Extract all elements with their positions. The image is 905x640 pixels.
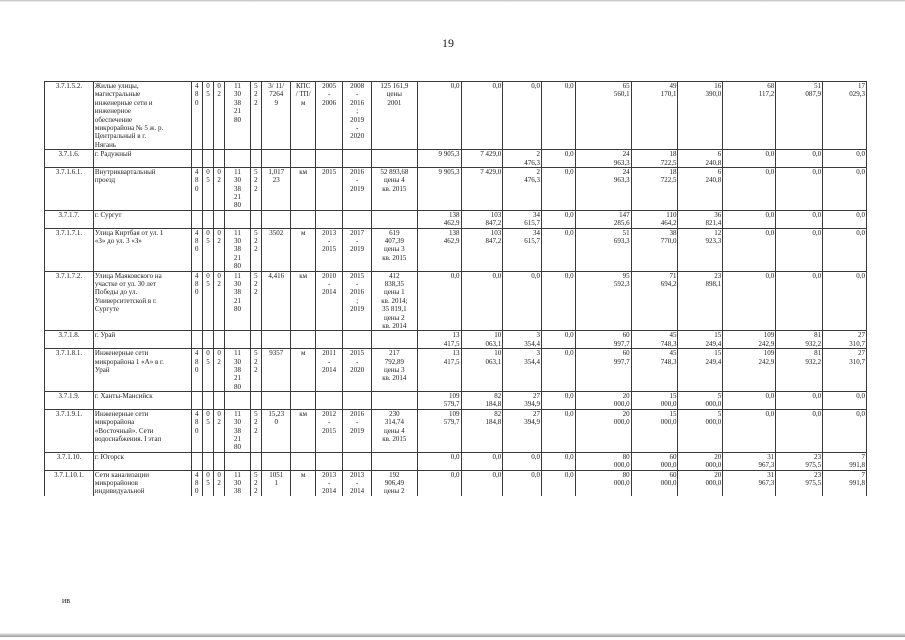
row-value-6: 71 694,2 bbox=[631, 271, 678, 331]
row-code-digit-2: 0 5 bbox=[202, 470, 213, 496]
row-value-8: 109 242,9 bbox=[723, 331, 776, 349]
row-value-1: 13 417,5 bbox=[417, 331, 461, 349]
row-end-year: 2017 - 2019 bbox=[343, 228, 372, 271]
row-value-7: 20 000,0 bbox=[678, 452, 723, 470]
row-value-10: 0,0 bbox=[823, 167, 867, 210]
row-estimated-cost: 619 407,39 цены 3 кв. 2015 bbox=[371, 228, 417, 271]
row-name: Сети канализации микрорайонов индивидуальной bbox=[93, 470, 191, 496]
row-code-digit-1: 4 8 0 bbox=[191, 349, 202, 392]
table-row bbox=[45, 452, 867, 470]
row-code-digit-2: 0 5 bbox=[202, 349, 213, 392]
row-value-2: 82 184,8 bbox=[461, 392, 503, 410]
row-code: 3.7.1.8.1. bbox=[45, 349, 94, 392]
row-value-1: 0,0 bbox=[417, 82, 461, 150]
row-value-10: 0,0 bbox=[823, 150, 867, 168]
row-value-2: 0,0 bbox=[461, 470, 503, 496]
row-value-4: 0,0 bbox=[542, 409, 576, 452]
row-value-9: 23 975,5 bbox=[776, 470, 823, 496]
row-value-4: 0,0 bbox=[542, 210, 576, 228]
row-code-digit-4: 11 30 38 21 80 bbox=[225, 409, 250, 452]
row-code: 3.7.1.10.1. bbox=[45, 470, 94, 496]
row-value-7: 5 000,0 bbox=[678, 409, 723, 452]
row-code-digit-1: 4 8 0 bbox=[191, 228, 202, 271]
row-code-digit-1 bbox=[191, 331, 202, 349]
row-unit bbox=[291, 150, 315, 168]
row-code-digit-5: 5 2 2 bbox=[250, 349, 261, 392]
row-code-digit-2 bbox=[202, 150, 213, 168]
budget-table bbox=[44, 81, 867, 496]
row-value-5: 65 560,1 bbox=[575, 82, 631, 150]
row-value-7: 20 000,0 bbox=[678, 470, 723, 496]
row-value-10: 27 310,7 bbox=[823, 331, 867, 349]
row-unit bbox=[291, 210, 315, 228]
row-unit: км bbox=[291, 167, 315, 210]
row-value-6: 18 722,5 bbox=[631, 150, 678, 168]
row-value-2: 7 429,0 bbox=[461, 167, 503, 210]
row-start-year: 2010 - 2014 bbox=[315, 271, 343, 331]
row-start-year: 2013 - 2015 bbox=[315, 228, 343, 271]
row-value-7: 6 240,8 bbox=[678, 167, 723, 210]
row-code-digit-4: 11 30 38 21 80 bbox=[225, 349, 250, 392]
table-row bbox=[45, 210, 867, 228]
row-capacity bbox=[261, 392, 291, 410]
footer-mark: ив bbox=[62, 596, 71, 605]
row-value-8: 0,0 bbox=[723, 409, 776, 452]
row-value-6: 60 000,0 bbox=[631, 470, 678, 496]
row-code-digit-3 bbox=[214, 392, 225, 410]
row-code: 3.7.1.8. bbox=[45, 331, 94, 349]
row-value-1: 109 579,7 bbox=[417, 409, 461, 452]
row-value-9: 0,0 bbox=[776, 271, 823, 331]
row-code: 3.7.1.6.1. bbox=[45, 167, 94, 210]
table-row bbox=[45, 271, 867, 331]
row-code-digit-4: 11 30 38 21 80 bbox=[225, 228, 250, 271]
row-value-5: 147 285,6 bbox=[575, 210, 631, 228]
row-value-3: 34 615,7 bbox=[503, 228, 542, 271]
row-capacity: 3/ 11/ 7264 9 bbox=[261, 82, 291, 150]
row-name: г. Сургут bbox=[93, 210, 191, 228]
row-code-digit-4 bbox=[225, 392, 250, 410]
row-code-digit-4: 11 30 38 21 80 bbox=[225, 271, 250, 331]
row-value-1: 0,0 bbox=[417, 271, 461, 331]
row-value-8: 0,0 bbox=[723, 210, 776, 228]
row-value-7: 15 249,4 bbox=[678, 331, 723, 349]
row-unit bbox=[291, 452, 315, 470]
row-code-digit-1 bbox=[191, 452, 202, 470]
row-value-5: 20 000,0 bbox=[575, 409, 631, 452]
row-value-3: 27 394,9 bbox=[503, 409, 542, 452]
row-capacity bbox=[261, 331, 291, 349]
table-row bbox=[45, 409, 867, 452]
row-code-digit-3 bbox=[214, 150, 225, 168]
row-capacity: 4,416 bbox=[261, 271, 291, 331]
row-value-4: 0,0 bbox=[542, 150, 576, 168]
row-estimated-cost: 192 906,49 цены 2 bbox=[371, 470, 417, 496]
row-value-4: 0,0 bbox=[542, 331, 576, 349]
row-capacity: 9357 bbox=[261, 349, 291, 392]
row-end-year bbox=[343, 210, 372, 228]
row-value-9: 0,0 bbox=[776, 228, 823, 271]
row-value-10: 0,0 bbox=[823, 228, 867, 271]
row-value-10: 17 029,3 bbox=[823, 82, 867, 150]
row-value-5: 95 592,3 bbox=[575, 271, 631, 331]
row-value-6: 45 748,3 bbox=[631, 331, 678, 349]
row-value-6: 110 464,2 bbox=[631, 210, 678, 228]
row-value-1: 138 462,9 bbox=[417, 210, 461, 228]
row-end-year: 2016 - 2019 bbox=[343, 167, 372, 210]
row-value-2: 82 184,8 bbox=[461, 409, 503, 452]
row-start-year: 2012 - 2015 bbox=[315, 409, 343, 452]
row-value-4: 0,0 bbox=[542, 392, 576, 410]
row-code-digit-2 bbox=[202, 210, 213, 228]
row-value-5: 24 963,3 bbox=[575, 150, 631, 168]
row-value-1: 0,0 bbox=[417, 470, 461, 496]
row-value-4: 0,0 bbox=[542, 271, 576, 331]
row-value-1: 109 579,7 bbox=[417, 392, 461, 410]
table-row bbox=[45, 470, 867, 496]
row-value-5: 80 000,0 bbox=[575, 452, 631, 470]
row-unit bbox=[291, 392, 315, 410]
row-value-4: 0,0 bbox=[542, 167, 576, 210]
row-code-digit-3 bbox=[214, 331, 225, 349]
row-unit: км bbox=[291, 409, 315, 452]
row-code-digit-2 bbox=[202, 452, 213, 470]
row-unit bbox=[291, 331, 315, 349]
row-start-year: 2011 - 2014 bbox=[315, 349, 343, 392]
row-value-10: 0,0 bbox=[823, 409, 867, 452]
row-code-digit-2: 0 5 bbox=[202, 228, 213, 271]
row-code: 3.7.1.7.1. bbox=[45, 228, 94, 271]
row-end-year bbox=[343, 392, 372, 410]
row-unit: км bbox=[291, 271, 315, 331]
row-code-digit-3: 0 2 bbox=[214, 271, 225, 331]
row-unit: м bbox=[291, 349, 315, 392]
row-value-1: 138 462,9 bbox=[417, 228, 461, 271]
table-row bbox=[45, 150, 867, 168]
row-value-3: 0,0 bbox=[503, 271, 542, 331]
row-value-8: 0,0 bbox=[723, 167, 776, 210]
row-value-10: 27 310,7 bbox=[823, 349, 867, 392]
row-value-2: 0,0 bbox=[461, 271, 503, 331]
row-end-year: 2008 - 2016 ; 2019 - 2020 bbox=[343, 82, 372, 150]
row-code-digit-3: 0 2 bbox=[214, 470, 225, 496]
row-code-digit-3 bbox=[214, 210, 225, 228]
row-name: Инженерные сети микрорайона 1 «А» в г. Урай bbox=[93, 349, 191, 392]
table-row bbox=[45, 167, 867, 210]
row-value-3: 3 354,4 bbox=[503, 331, 542, 349]
row-value-7: 6 240,8 bbox=[678, 150, 723, 168]
row-unit: м bbox=[291, 228, 315, 271]
row-value-9: 0,0 bbox=[776, 210, 823, 228]
row-start-year: 2013 - 2014 bbox=[315, 470, 343, 496]
row-name: Инженерные сети микрорайона «Восточный». Сети водоснабжения. I этап bbox=[93, 409, 191, 452]
row-capacity bbox=[261, 210, 291, 228]
row-code-digit-2: 0 5 bbox=[202, 409, 213, 452]
row-capacity: 15,23 0 bbox=[261, 409, 291, 452]
table-row bbox=[45, 392, 867, 410]
row-value-6: 38 770,0 bbox=[631, 228, 678, 271]
row-code-digit-1 bbox=[191, 150, 202, 168]
row-code-digit-5 bbox=[250, 331, 261, 349]
row-name: Улица Киртбая от ул. 1 «З» до ул. 3 «З» bbox=[93, 228, 191, 271]
row-code-digit-5 bbox=[250, 210, 261, 228]
row-code-digit-1: 4 8 0 bbox=[191, 409, 202, 452]
row-code-digit-1 bbox=[191, 210, 202, 228]
row-end-year bbox=[343, 452, 372, 470]
row-code-digit-3: 0 2 bbox=[214, 409, 225, 452]
row-value-5: 80 000,0 bbox=[575, 470, 631, 496]
row-code-digit-2: 0 5 bbox=[202, 271, 213, 331]
row-value-3: 2 476,3 bbox=[503, 150, 542, 168]
row-start-year bbox=[315, 331, 343, 349]
row-name: г. Радужный bbox=[93, 150, 191, 168]
row-value-4: 0,0 bbox=[542, 82, 576, 150]
row-name: г. Урай bbox=[93, 331, 191, 349]
row-value-8: 0,0 bbox=[723, 150, 776, 168]
row-end-year bbox=[343, 150, 372, 168]
row-value-2: 103 847,2 bbox=[461, 228, 503, 271]
row-code-digit-5: 5 2 2 bbox=[250, 470, 261, 496]
row-value-5: 51 693,3 bbox=[575, 228, 631, 271]
row-estimated-cost: 230 314,74 цены 4 кв. 2015 bbox=[371, 409, 417, 452]
scan-edge-bottom bbox=[0, 633, 905, 637]
row-code-digit-4: 11 30 38 bbox=[225, 470, 250, 496]
row-value-3: 2 476,3 bbox=[503, 167, 542, 210]
row-unit: м bbox=[291, 470, 315, 496]
row-code-digit-1: 4 8 0 bbox=[191, 167, 202, 210]
row-value-3: 3 354,4 bbox=[503, 349, 542, 392]
row-value-2: 10 063,1 bbox=[461, 349, 503, 392]
row-code-digit-5 bbox=[250, 392, 261, 410]
row-value-6: 15 000,0 bbox=[631, 409, 678, 452]
table-row bbox=[45, 349, 867, 392]
row-value-9: 0,0 bbox=[776, 392, 823, 410]
row-value-1: 9 905,3 bbox=[417, 150, 461, 168]
row-end-year: 2016 - 2019 bbox=[343, 409, 372, 452]
row-value-1: 9 905,3 bbox=[417, 167, 461, 210]
row-value-7: 16 390,0 bbox=[678, 82, 723, 150]
row-code-digit-1: 4 8 0 bbox=[191, 470, 202, 496]
row-code-digit-4 bbox=[225, 150, 250, 168]
row-value-1: 0,0 bbox=[417, 452, 461, 470]
scan-edge-top bbox=[0, 0, 905, 2]
row-capacity bbox=[261, 452, 291, 470]
row-code-digit-2: 0 5 bbox=[202, 167, 213, 210]
row-start-year bbox=[315, 452, 343, 470]
row-value-9: 0,0 bbox=[776, 409, 823, 452]
row-value-2: 10 063,1 bbox=[461, 331, 503, 349]
row-value-9: 0,0 bbox=[776, 167, 823, 210]
row-estimated-cost: 125 161,9 цены 2001 bbox=[371, 82, 417, 150]
row-estimated-cost bbox=[371, 331, 417, 349]
row-end-year: 2015 - 2016 ; 2019 bbox=[343, 271, 372, 331]
row-name: Внутриквартальный проезд bbox=[93, 167, 191, 210]
row-value-2: 0,0 bbox=[461, 82, 503, 150]
row-value-8: 0,0 bbox=[723, 392, 776, 410]
row-value-10: 0,0 bbox=[823, 271, 867, 331]
row-start-year: 2005 - 2006 bbox=[315, 82, 343, 150]
row-value-8: 31 967,3 bbox=[723, 452, 776, 470]
row-end-year bbox=[343, 331, 372, 349]
row-value-8: 0,0 bbox=[723, 271, 776, 331]
row-name: г. Югорск bbox=[93, 452, 191, 470]
row-estimated-cost bbox=[371, 452, 417, 470]
row-estimated-cost: 52 893,68 цены 4 кв. 2015 bbox=[371, 167, 417, 210]
row-code-digit-5: 5 2 2 bbox=[250, 82, 261, 150]
row-code-digit-4 bbox=[225, 452, 250, 470]
table-row bbox=[45, 228, 867, 271]
row-value-8: 31 967,3 bbox=[723, 470, 776, 496]
row-end-year: 2015 - 2020 bbox=[343, 349, 372, 392]
row-capacity: 1,017 23 bbox=[261, 167, 291, 210]
row-value-6: 60 000,0 bbox=[631, 452, 678, 470]
row-code: 3.7.1.9.1. bbox=[45, 409, 94, 452]
row-code-digit-5 bbox=[250, 150, 261, 168]
row-code-digit-4: 11 30 38 21 80 bbox=[225, 82, 250, 150]
row-end-year: 2013 - 2014 bbox=[343, 470, 372, 496]
row-value-9: 51 087,9 bbox=[776, 82, 823, 150]
table-row bbox=[45, 82, 867, 150]
row-code-digit-1: 4 8 0 bbox=[191, 271, 202, 331]
row-code-digit-1: 4 8 0 bbox=[191, 82, 202, 150]
row-code-digit-3: 0 2 bbox=[214, 82, 225, 150]
row-value-6: 18 722,5 bbox=[631, 167, 678, 210]
row-code-digit-3: 0 2 bbox=[214, 228, 225, 271]
row-value-4: 0,0 bbox=[542, 349, 576, 392]
row-value-9: 81 932,2 bbox=[776, 331, 823, 349]
row-value-3: 0,0 bbox=[503, 470, 542, 496]
row-code: 3.7.1.7.2. bbox=[45, 271, 94, 331]
row-value-5: 24 963,3 bbox=[575, 167, 631, 210]
row-code-digit-3: 0 2 bbox=[214, 349, 225, 392]
row-code-digit-4 bbox=[225, 331, 250, 349]
row-value-4: 0,0 bbox=[542, 470, 576, 496]
row-value-9: 0,0 bbox=[776, 150, 823, 168]
row-value-5: 60 997,7 bbox=[575, 349, 631, 392]
row-estimated-cost: 217 792,89 цены 3 кв. 2014 bbox=[371, 349, 417, 392]
row-code-digit-5: 5 2 2 bbox=[250, 271, 261, 331]
row-value-7: 5 000,0 bbox=[678, 392, 723, 410]
row-value-7: 36 821,4 bbox=[678, 210, 723, 228]
row-code: 3.7.1.7. bbox=[45, 210, 94, 228]
row-estimated-cost bbox=[371, 392, 417, 410]
row-value-3: 0,0 bbox=[503, 82, 542, 150]
row-value-9: 23 975,5 bbox=[776, 452, 823, 470]
row-code-digit-5 bbox=[250, 452, 261, 470]
row-value-7: 23 898,1 bbox=[678, 271, 723, 331]
row-value-9: 81 932,2 bbox=[776, 349, 823, 392]
row-value-2: 103 847,2 bbox=[461, 210, 503, 228]
row-estimated-cost bbox=[371, 150, 417, 168]
row-estimated-cost: 412 838,35 цены 1 кв. 2014; 35 819,1 цены 2 кв. 2014 bbox=[371, 271, 417, 331]
row-value-8: 68 117,2 bbox=[723, 82, 776, 150]
row-name: Жилые улицы, магистральные инженерные сети и инженерное обеспечение микрорайона № 5 ж. р. Центральный в г. Нягань bbox=[93, 82, 191, 150]
row-value-4: 0,0 bbox=[542, 452, 576, 470]
row-code: 3.7.1.10. bbox=[45, 452, 94, 470]
page-number: 19 bbox=[442, 36, 454, 50]
row-code-digit-5: 5 2 2 bbox=[250, 228, 261, 271]
row-value-5: 20 000,0 bbox=[575, 392, 631, 410]
row-value-8: 109 242,9 bbox=[723, 349, 776, 392]
row-value-6: 15 000,0 bbox=[631, 392, 678, 410]
row-value-5: 60 997,7 bbox=[575, 331, 631, 349]
row-code-digit-3: 0 2 bbox=[214, 167, 225, 210]
row-value-4: 0,0 bbox=[542, 228, 576, 271]
row-value-10: 7 991,8 bbox=[823, 470, 867, 496]
row-value-8: 0,0 bbox=[723, 228, 776, 271]
row-start-year: 2015 bbox=[315, 167, 343, 210]
row-capacity: 1051 1 bbox=[261, 470, 291, 496]
row-code-digit-1 bbox=[191, 392, 202, 410]
row-unit: КПС / ТП/ м bbox=[291, 82, 315, 150]
row-code-digit-5: 5 2 2 bbox=[250, 409, 261, 452]
row-code-digit-4 bbox=[225, 210, 250, 228]
row-capacity bbox=[261, 150, 291, 168]
row-start-year bbox=[315, 210, 343, 228]
row-code-digit-2 bbox=[202, 392, 213, 410]
row-value-10: 0,0 bbox=[823, 392, 867, 410]
row-code-digit-3 bbox=[214, 452, 225, 470]
row-value-2: 0,0 bbox=[461, 452, 503, 470]
row-value-2: 7 429,0 bbox=[461, 150, 503, 168]
row-value-7: 12 923,3 bbox=[678, 228, 723, 271]
row-code: 3.7.1.5.2. bbox=[45, 82, 94, 150]
table-row bbox=[45, 331, 867, 349]
row-value-10: 0,0 bbox=[823, 210, 867, 228]
row-value-3: 34 615,7 bbox=[503, 210, 542, 228]
row-value-10: 7 991,8 bbox=[823, 452, 867, 470]
row-value-3: 0,0 bbox=[503, 452, 542, 470]
row-value-1: 13 417,5 bbox=[417, 349, 461, 392]
row-code-digit-2: 0 5 bbox=[202, 82, 213, 150]
row-capacity: 3502 bbox=[261, 228, 291, 271]
row-start-year bbox=[315, 150, 343, 168]
row-code: 3.7.1.9. bbox=[45, 392, 94, 410]
row-code-digit-4: 11 30 38 21 80 bbox=[225, 167, 250, 210]
row-value-7: 15 249,4 bbox=[678, 349, 723, 392]
row-value-3: 27 394,9 bbox=[503, 392, 542, 410]
row-estimated-cost bbox=[371, 210, 417, 228]
row-start-year bbox=[315, 392, 343, 410]
row-value-6: 49 170,1 bbox=[631, 82, 678, 150]
row-code-digit-5: 5 2 2 bbox=[250, 167, 261, 210]
row-value-6: 45 748,3 bbox=[631, 349, 678, 392]
row-code-digit-2 bbox=[202, 331, 213, 349]
row-name: Улица Маяковского на участке от ул. 30 лет Победы до ул. Университетской в г. Сургуте bbox=[93, 271, 191, 331]
row-name: г. Ханты-Мансийск bbox=[93, 392, 191, 410]
row-code: 3.7.1.6. bbox=[45, 150, 94, 168]
